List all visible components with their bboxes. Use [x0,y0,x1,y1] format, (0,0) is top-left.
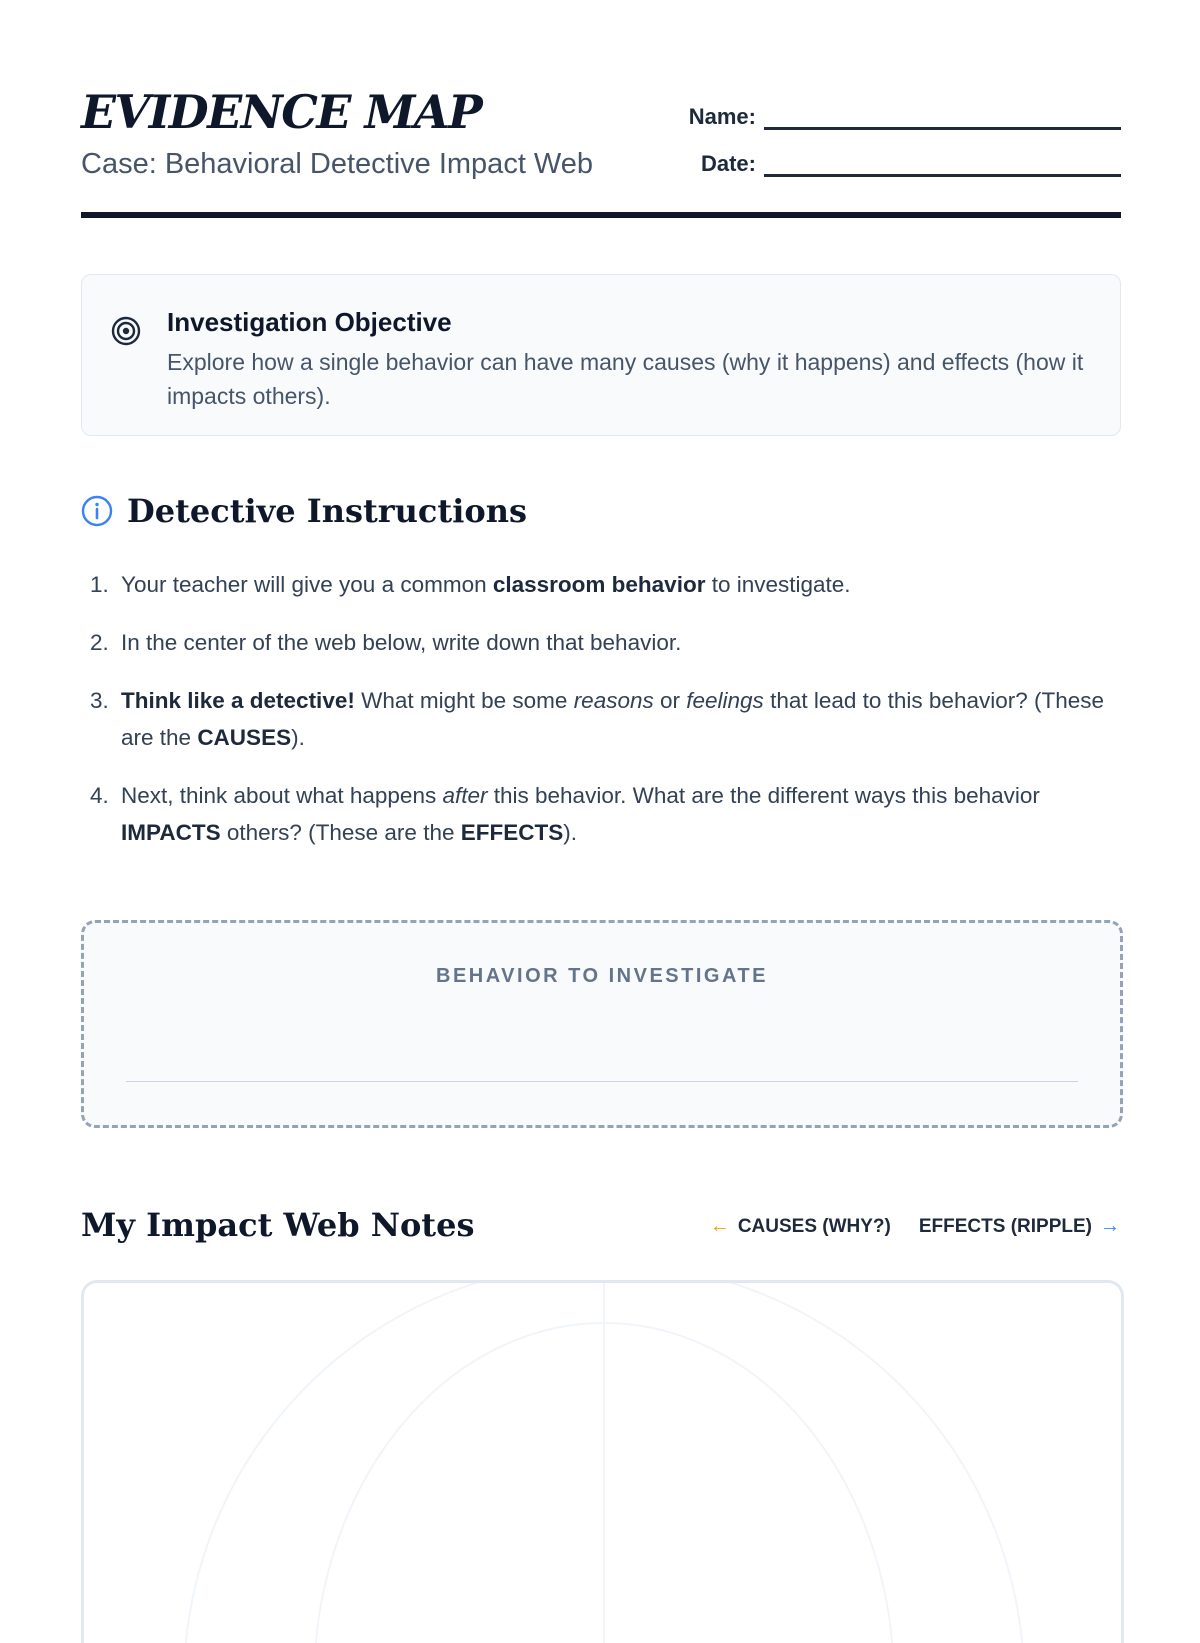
instruction-item [90,624,1130,661]
date-input-line[interactable] [764,152,1121,177]
page-title: EVIDENCE MAP [81,85,482,139]
instruction-text: In the center of the web below, write down that behavior. [121,630,682,655]
impact-web-area[interactable] [81,1280,1124,1643]
objective-card [81,274,1121,436]
name-label: Name: [688,104,756,129]
arrow-right-icon: → [1100,1215,1120,1237]
legend-effects [919,1215,1120,1238]
student-fields [689,98,1121,192]
name-input-line[interactable] [764,105,1121,130]
target-icon [110,315,142,347]
instructions-title: Detective Instructions [127,492,527,530]
instruction-text: Your teacher will give you a common classroom behavior to investigate. [121,572,851,597]
instruction-number: 3. [90,688,109,713]
web-legend [710,1215,1120,1238]
name-field [689,98,1121,130]
instruction-item [90,566,1130,603]
instruction-text: Think like a detective! What might be some reasons or feelings that lead to this behavior? (These are the CAUSES). [121,688,1105,750]
behavior-label: BEHAVIOR TO INVESTIGATE [436,965,768,987]
header-divider [81,212,1121,218]
instruction-text: Next, think about what happens after this behavior. What are the different ways this behavior IMPACTS others? (These are the EFFECTS). [121,783,1040,845]
info-icon [81,495,113,527]
instruction-number: 2. [90,630,109,655]
instructions-list [90,566,1130,872]
objective-text: Explore how a single behavior can have many causes (why it happens) and effects (how it impacts others). [167,349,1084,409]
legend-causes-label: CAUSES (WHY?) [737,1215,891,1237]
instruction-number: 4. [90,783,109,808]
date-label: Date: [700,151,756,176]
legend-effects-label: EFFECTS (RIPPLE) [918,1215,1092,1237]
header [81,82,1121,222]
behavior-box [81,920,1123,1128]
arrow-left-icon: ← [709,1215,730,1237]
web-notes-title: My Impact Web Notes [81,1206,475,1244]
instructions-heading [81,492,527,530]
instruction-item [90,777,1130,851]
behavior-write-line[interactable] [126,1081,1078,1082]
page-subtitle: Case: Behavioral Detective Impact Web [81,148,594,180]
legend-causes [710,1215,891,1238]
date-field [689,145,1121,177]
objective-title: Investigation Objective [167,307,452,337]
instruction-number: 1. [90,572,109,597]
instruction-item [90,682,1130,756]
impact-web-diagram [84,1283,1121,1643]
